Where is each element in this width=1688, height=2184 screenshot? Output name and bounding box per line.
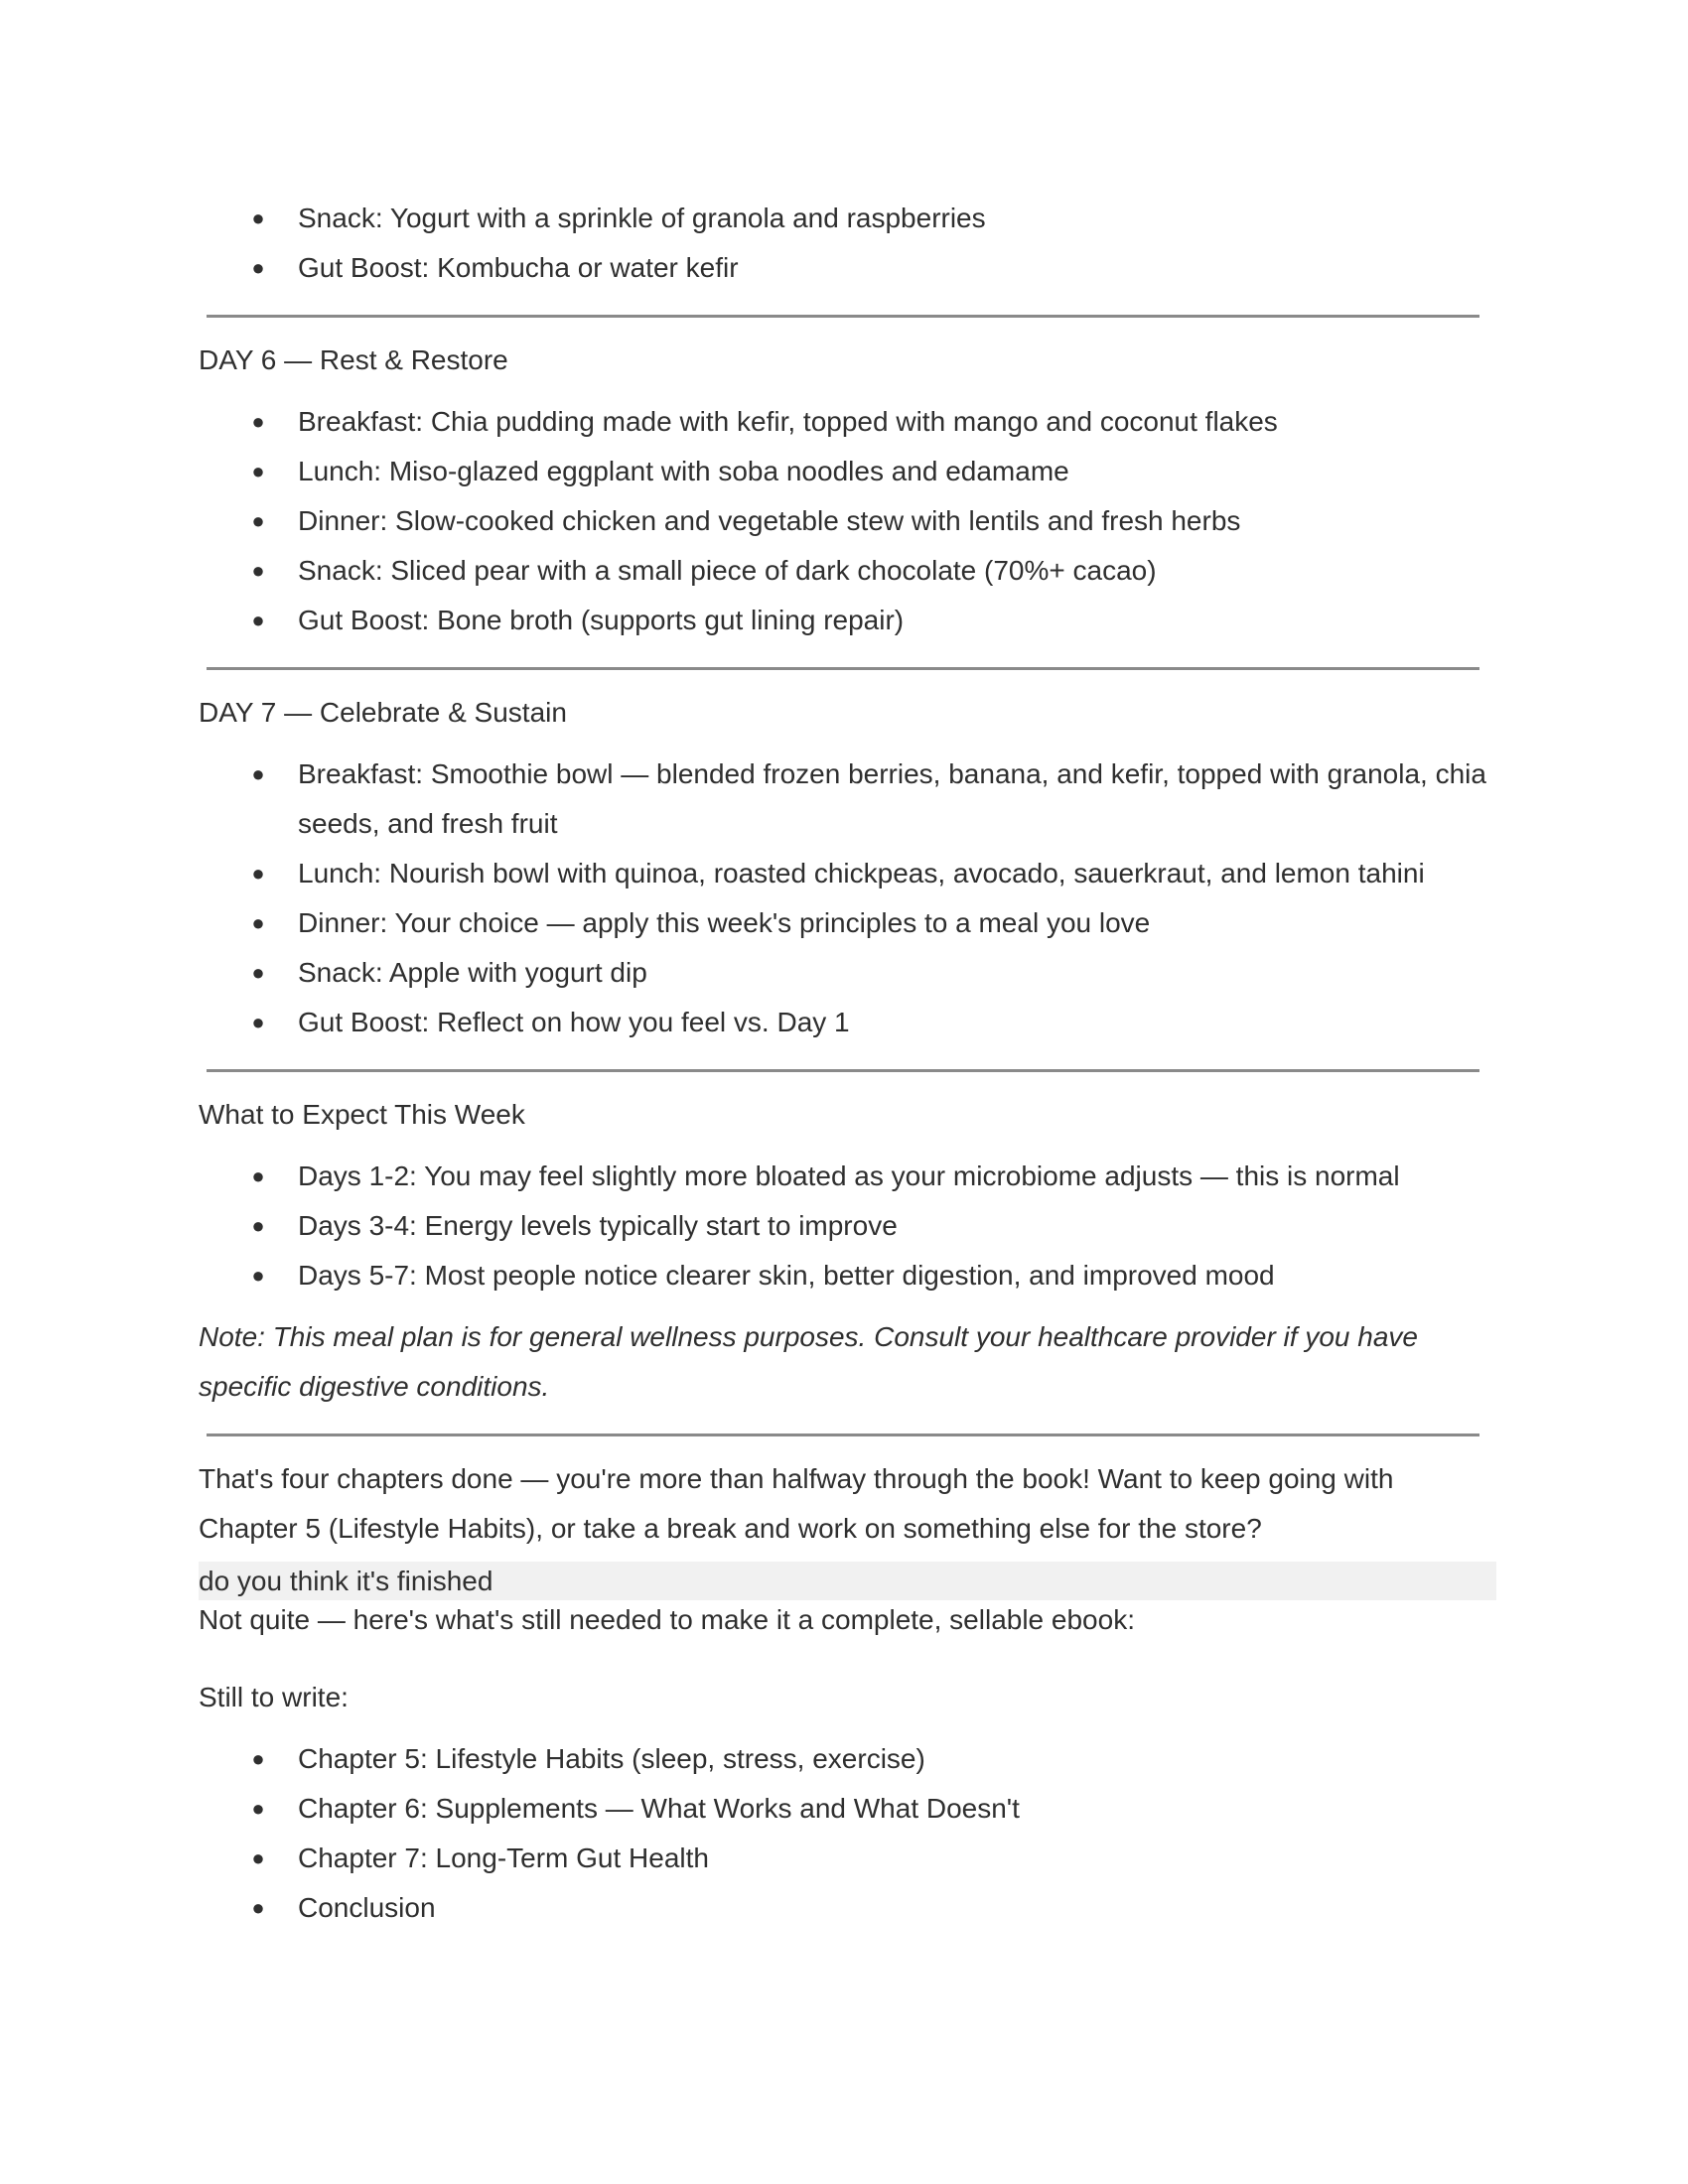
list-item: ● Lunch: Miso-glazed eggplant with soba noodles and edamame (199, 447, 1489, 496)
list-item: ● Chapter 7: Long-Term Gut Health (199, 1834, 1489, 1883)
bullet-icon: ● (251, 1895, 265, 1920)
list-item: ● Chapter 5: Lifestyle Habits (sleep, stress, exercise) (199, 1734, 1489, 1784)
day7-list (199, 750, 1489, 1047)
still-to-write-list (199, 1734, 1489, 1933)
reply-intro: Not quite — here's what's still needed to make it a complete, sellable ebook: (199, 1604, 1135, 1635)
horizontal-divider (207, 667, 1479, 670)
bullet-icon: ● (251, 761, 265, 786)
bullet-icon: ● (251, 1213, 265, 1238)
list-item: ● Snack: Apple with yogurt dip (199, 948, 1489, 998)
disclaimer-note: Note: This meal plan is for general wellness purposes. Consult your healthcare provider if you have specific digestive conditions. (199, 1321, 1418, 1402)
bullet-icon: ● (251, 1796, 265, 1821)
list-item: ● Gut Boost: Kombucha or water kefir (199, 243, 1489, 293)
bullet-icon: ● (251, 558, 265, 583)
still-to-write-label: Still to write: (199, 1682, 349, 1712)
list-item: ● Dinner: Your choice — apply this week's principles to a meal you love (199, 898, 1489, 948)
list-item: ● Days 5-7: Most people notice clearer skin, better digestion, and improved mood (199, 1251, 1489, 1300)
bullet-icon: ● (251, 1010, 265, 1034)
list-item: ● Gut Boost: Reflect on how you feel vs. Day 1 (199, 998, 1489, 1047)
expect-heading: What to Expect This Week (199, 1099, 525, 1130)
list-item: ● Gut Boost: Bone broth (supports gut lining repair) (199, 596, 1489, 645)
horizontal-divider (207, 315, 1479, 318)
bullet-icon: ● (251, 608, 265, 632)
bullet-icon: ● (251, 255, 265, 280)
bullet-icon: ● (251, 205, 265, 230)
bullet-icon: ● (251, 1163, 265, 1188)
day7-heading: DAY 7 — Celebrate & Sustain (199, 697, 567, 728)
list-item: ● Conclusion (199, 1883, 1489, 1933)
list-item: ● Dinner: Slow-cooked chicken and vegetable stew with lentils and fresh herbs (199, 496, 1489, 546)
bullet-icon: ● (251, 1845, 265, 1870)
user-message: do you think it's finished (199, 1562, 1496, 1600)
list-item: ● Days 3-4: Energy levels typically start to improve (199, 1201, 1489, 1251)
list-item: ● Snack: Yogurt with a sprinkle of granola and raspberries (199, 194, 1489, 243)
bullet-icon: ● (251, 910, 265, 935)
list-item: ● Lunch: Nourish bowl with quinoa, roasted chickpeas, avocado, sauerkraut, and lemon tahini (199, 849, 1489, 898)
horizontal-divider (207, 1433, 1479, 1436)
list-item: ● Chapter 6: Supplements — What Works and What Doesn't (199, 1784, 1489, 1834)
bullet-icon: ● (251, 409, 265, 434)
day6-heading: DAY 6 — Rest & Restore (199, 344, 508, 375)
bullet-icon: ● (251, 960, 265, 985)
list-item: ● Breakfast: Chia pudding made with kefir, topped with mango and coconut flakes (199, 397, 1489, 447)
closing-paragraph: That's four chapters done — you're more than halfway through the book! Want to keep going with Chapter 5 (Lifestyle Habits), or take a break and work on something else for the store? (199, 1463, 1394, 1544)
bullet-icon: ● (251, 459, 265, 483)
bullet-icon: ● (251, 861, 265, 886)
bullet-icon: ● (251, 1746, 265, 1771)
list-item: ● Days 1-2: You may feel slightly more bloated as your microbiome adjusts — this is normal (199, 1152, 1489, 1201)
bullet-icon: ● (251, 508, 265, 533)
expect-list (199, 1152, 1489, 1300)
bullet-icon: ● (251, 1263, 265, 1288)
list-item: ● Breakfast: Smoothie bowl — blended frozen berries, banana, and kefir, topped with granola, chia seeds, and fresh fruit (199, 750, 1489, 849)
horizontal-divider (207, 1069, 1479, 1072)
list-item: ● Snack: Sliced pear with a small piece of dark chocolate (70%+ cacao) (199, 546, 1489, 596)
day6-list (199, 397, 1489, 645)
day5-continued-list (199, 194, 1489, 293)
